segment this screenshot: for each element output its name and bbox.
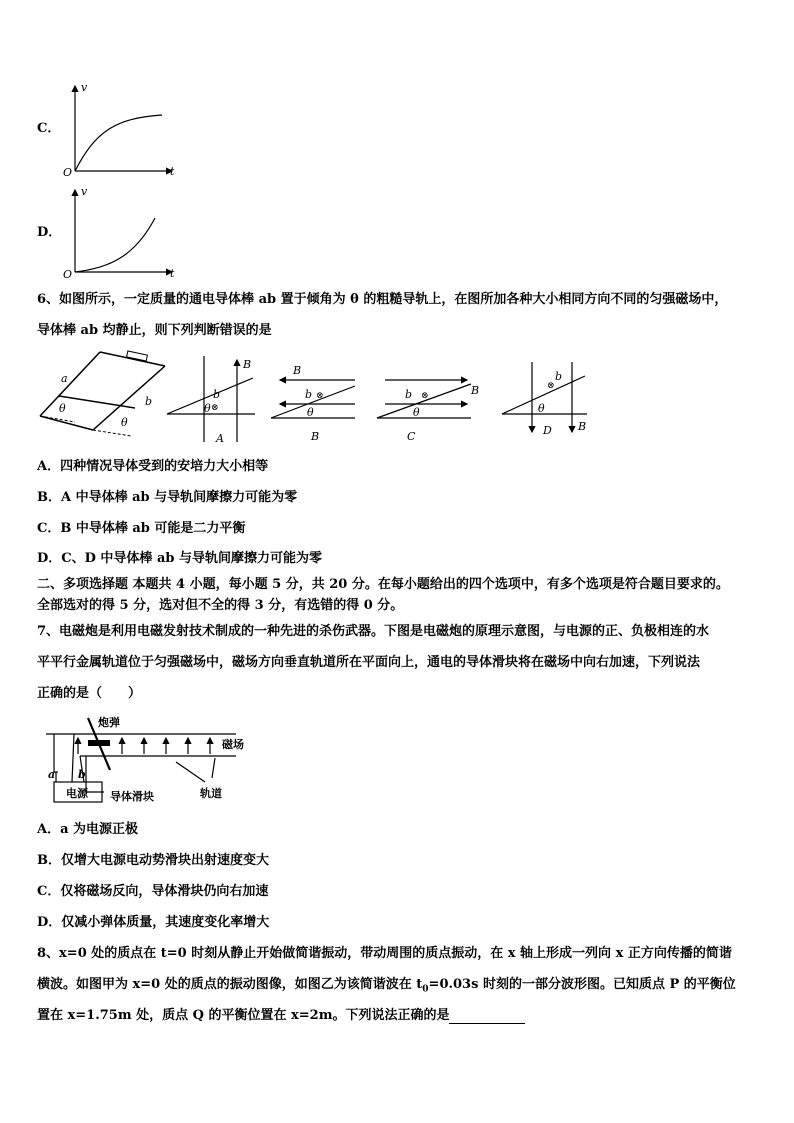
c-origin: O [63, 166, 73, 179]
q7-stem-line1: 7、电磁炮是利用电磁发射技术制成的一种先进的杀伤武器。下图是电磁炮的原理示意图，与电源的正、负极相连的水 [37, 624, 710, 639]
q6-stem-line2: 导体棒 ab 均静止，则下列判断错误的是 [37, 323, 272, 338]
c-axis-t: t [170, 165, 175, 178]
q6-d-cross: ⊗ [547, 381, 555, 391]
option-d-graph [60, 184, 190, 280]
section2-line1: 二、多项选择题 本题共 4 小题，每小题 5 分，共 20 分。在每小题给出的四个选项中，有多个选项是符合题目要求的。 [37, 577, 729, 592]
q6-d-label: D [543, 424, 552, 437]
q6-d-theta: θ [538, 402, 545, 415]
option-d-label: D． [37, 225, 62, 240]
q7-label-power: 电源 [66, 787, 88, 800]
q7-stem-line2: 平平行金属轨道位于匀强磁场中，磁场方向垂直轨道所在平面向上，通电的导体滑块将在磁场中向右加速，下列说法 [37, 655, 701, 670]
q7-label-a: a [48, 768, 56, 781]
q6-a-cross: ⊗ [211, 403, 219, 413]
d-axis-v: v [81, 185, 88, 198]
q6-c-b: b [405, 388, 413, 401]
q6-c-label: C [407, 430, 416, 443]
q6-label-b: b [145, 395, 153, 408]
q6-option-d: D．C、D 中导体棒 ab 与导轨间摩擦力可能为零 [37, 551, 322, 566]
q6-c-theta: θ [413, 406, 420, 419]
section2-line2: 全部选对的得 5 分，选对但不全的得 3 分，有选错的得 0 分。 [37, 598, 404, 613]
q6-theta-1: θ [59, 402, 66, 415]
q7-option-a: A．a 为电源正极 [37, 822, 139, 837]
q6-a-B: B [243, 358, 252, 371]
curve-d [75, 218, 155, 272]
q6-c-B: B [471, 384, 480, 397]
q7-stem-line3: 正确的是（ ） [37, 686, 142, 701]
q6-theta-2: θ [121, 416, 128, 429]
q6-c-cross: ⊗ [421, 391, 429, 401]
curve-c [75, 115, 162, 171]
q6-d-B: B [578, 420, 587, 433]
q6-option-b: B．A 中导体棒 ab 与导轨间摩擦力可能为零 [37, 490, 298, 505]
q6-rails-figure [40, 351, 165, 436]
q6-label-a: a [61, 372, 68, 385]
q6-b-cross: ⊗ [316, 391, 324, 401]
option-c-label: C． [37, 121, 61, 136]
q8-stem-line2: 横波。如图甲为 x=0 处的质点的振动图像，如图乙为该简谐波在 $t_0=0.03s$ 时刻的一部分波形图。已知质点 P 的平衡位 [37, 977, 736, 995]
q7-label-field: 磁场 [222, 738, 244, 751]
q6-d-b: b [555, 370, 563, 383]
q6-figure [35, 350, 605, 450]
q7-label-projectile: 炮弹 [98, 716, 120, 729]
q6-b-theta: θ [307, 406, 314, 419]
q8-stem-line1: 8、x=0 处的质点在 t=0 时刻从静止开始做简谐振动，带动周围的质点振动，在 x 轴上形成一列向 x 正方向传播的简谐 [37, 946, 732, 961]
q7-option-c: C．仅将磁场反向，导体滑块仍向右加速 [37, 884, 269, 899]
q7-label-rail: 轨道 [200, 787, 222, 800]
q7-label-slider: 导体滑块 [110, 790, 154, 803]
d-axis-t: t [170, 267, 175, 280]
q6-b-b: b [305, 388, 313, 401]
q7-label-b: b [78, 768, 86, 781]
q6-stem-line1: 6、如图所示，一定质量的通电导体棒 ab 置于倾角为 θ 的粗糙导轨上，在图所加各种大小相同方向不同的匀强磁场中， [37, 292, 728, 307]
q6-fig-d [502, 362, 587, 432]
q7-projectile-shape [88, 740, 110, 746]
q7-option-b: B．仅增大电源电动势滑块出射速度变大 [37, 853, 269, 868]
option-c-graph [60, 80, 190, 180]
c-axis-v: v [81, 81, 88, 94]
q7-figure [40, 712, 250, 808]
q6-a-theta: θ [204, 402, 211, 415]
q6-option-c: C．B 中导体棒 ab 可能是二力平衡 [37, 521, 246, 536]
q6-option-a: A．四种情况导体受到的安培力大小相等 [37, 459, 269, 474]
q7-option-d: D．仅减小弹体质量，其速度变化率增大 [37, 915, 270, 930]
q8-stem-line3: 置在 x=1.75m 处，质点 Q 的平衡位置在 x=2m。下列说法正确的是 [37, 1008, 525, 1024]
q6-b-label: B [311, 430, 320, 443]
q6-fig-a [167, 356, 255, 442]
q6-a-b: b [213, 388, 221, 401]
q6-a-label: A [216, 432, 224, 445]
q8-answer-blank [449, 1009, 525, 1024]
d-origin: O [63, 268, 73, 280]
q6-b-B: B [293, 364, 302, 377]
